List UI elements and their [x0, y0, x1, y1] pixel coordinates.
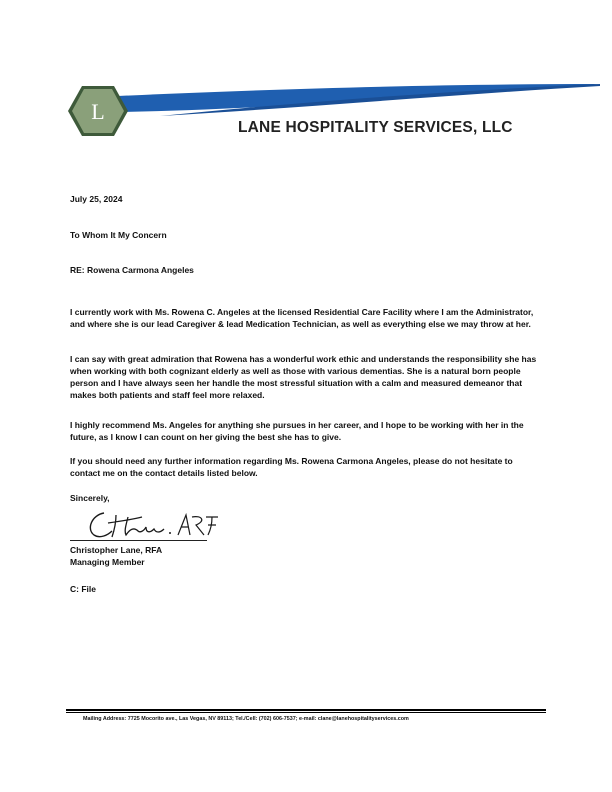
- letter-date: July 25, 2024: [70, 194, 123, 204]
- body-paragraph: I highly recommend Ms. Angeles for anything she pursues in her career, and I hope to be working with her in the future, as I know I can count on her giving the best she has to give.: [70, 420, 524, 442]
- company-logo: [66, 84, 130, 138]
- subject-line: RE: Rowena Carmona Angeles: [70, 265, 194, 275]
- closing: Sincerely,: [70, 493, 110, 503]
- carbon-copy: C: File: [70, 584, 96, 594]
- body-paragraph: I currently work with Ms. Rowena C. Angeles at the licensed Residential Care Facility where I am the Administrator, and where she is our lead Caregiver & lead Medication Technician, as well as everything else we may throw at her.: [70, 307, 534, 329]
- salutation: To Whom It My Concern: [70, 230, 167, 240]
- body-paragraph: If you should need any further information regarding Ms. Rowena Carmona Angeles, please do not hesitate to contact me on the contact details listed below.: [70, 456, 513, 478]
- footer-divider-thin: [66, 712, 546, 713]
- company-name: LANE HOSPITALITY SERVICES, LLC: [238, 119, 513, 136]
- handwritten-signature: [82, 505, 232, 541]
- footer-address: Mailing Address: 7725 Mocorito ave., Las Vegas, NV 89113; Tel./Cell: (702) 606-7537; e-mail: clane@lanehospitalityservices.com: [83, 716, 409, 722]
- footer-divider: [66, 709, 546, 711]
- signer-name: Christopher Lane, RFA: [70, 545, 163, 555]
- body-paragraph: I can say with great admiration that Rowena has a wonderful work ethic and understands the responsibility she has when working with both cognizant elderly as well as those with various dementias. She is a natural born people person and I have always seen her handle the most stressful situation with a calm and measured demeanor that makes both patients and staff feel more relaxed.: [70, 354, 537, 400]
- signature-line: [70, 540, 207, 541]
- logo-letter: L: [91, 99, 105, 124]
- signer-title: Managing Member: [70, 557, 145, 567]
